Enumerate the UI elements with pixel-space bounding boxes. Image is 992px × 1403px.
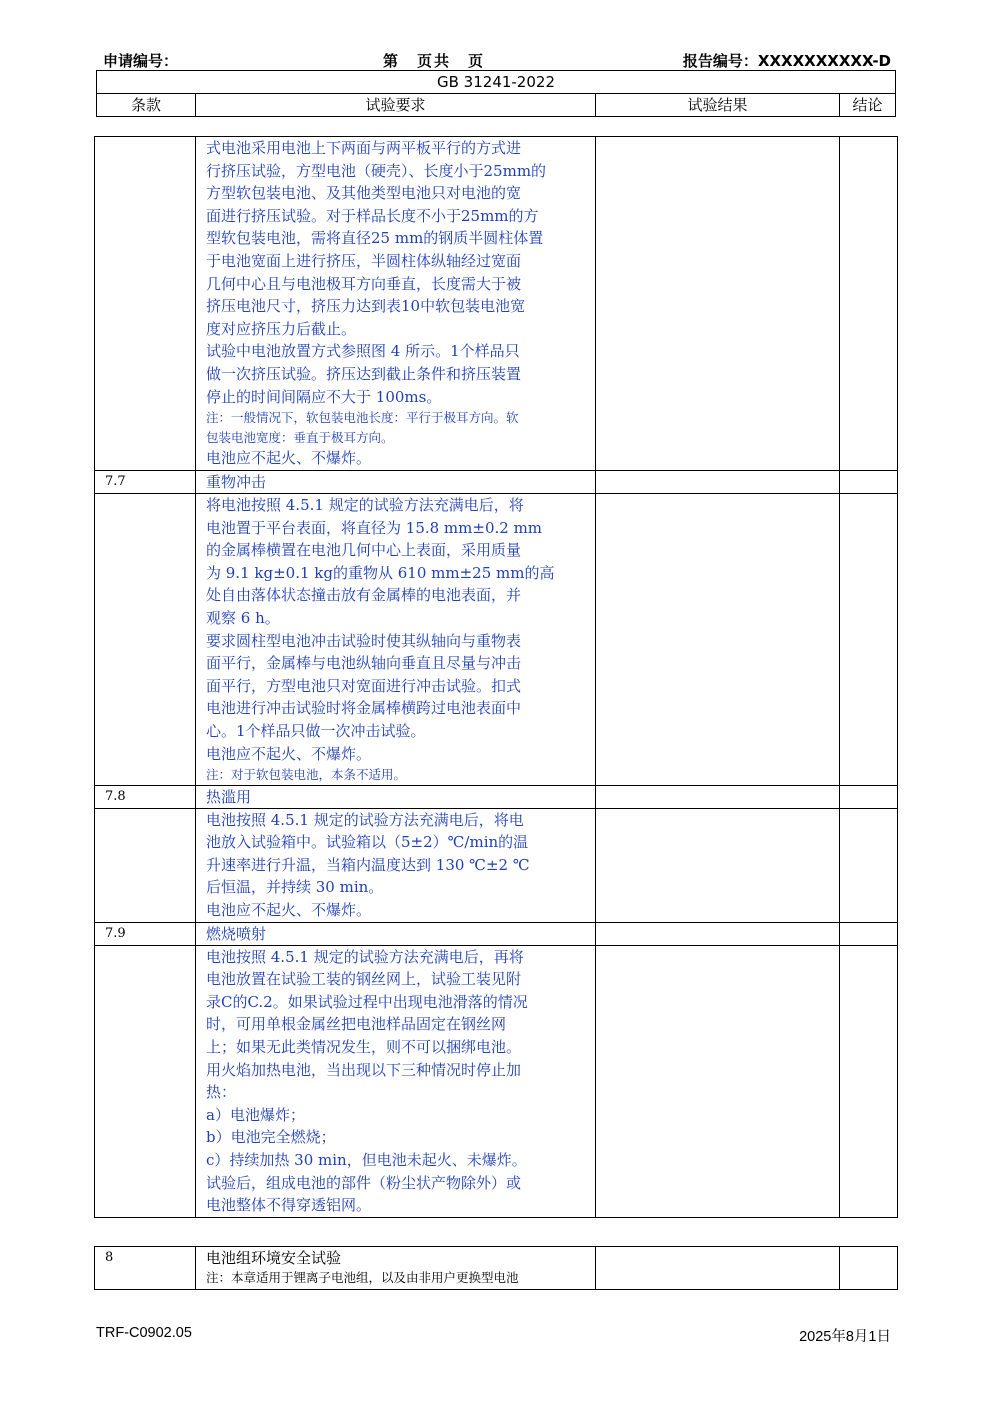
requirement-line: 停止的时间间隔应不大于 100ms。: [206, 387, 442, 406]
requirement-line: 挤压电池尺寸，挤压力达到表10中软包装电池宽: [206, 297, 526, 316]
requirement-line: 心。1个样品只做一次冲击试验。: [206, 721, 426, 740]
requirement-line: c）持续加热 30 min，但电池未起火、未爆炸。: [206, 1150, 527, 1169]
test-table-section-8: [94, 1246, 898, 1290]
result-cell[interactable]: [596, 137, 840, 471]
verdict-cell[interactable]: [840, 1247, 898, 1290]
header-table: [96, 70, 896, 117]
requirement-line: 做一次挤压试验。挤压达到截止条件和挤压装置: [206, 364, 522, 383]
requirement-line: 电池进行冲击试验时将金属棒横跨过电池表面中: [206, 699, 522, 718]
requirement-line: 面平行，方型电池只对宽面进行冲击试验。扣式: [206, 676, 522, 695]
verdict-cell[interactable]: [840, 471, 898, 494]
column-header-clause: 条款: [97, 94, 196, 117]
verdict-cell[interactable]: [840, 137, 898, 471]
requirement-cell: [196, 137, 596, 471]
requirement-line: 型软包装电池，需将直径25 mm的钢质半圆柱体置: [206, 229, 544, 248]
clause-cell: [95, 945, 196, 1217]
result-cell[interactable]: [596, 494, 840, 786]
requirement-line: 电池放置在试验工装的钢丝网上，试验工装见附: [206, 970, 522, 989]
clause-title: 燃烧喷射: [196, 922, 596, 945]
requirement-line: 几何中心且与电池极耳方向垂直，长度需大于被: [206, 274, 522, 293]
requirement-line: 电池按照 4.5.1 规定的试验方法充满电后，再将: [206, 947, 524, 966]
note-line: 包装电池宽度：垂直于极耳方向。: [206, 429, 394, 445]
requirement-line: 试验后，组成电池的部件（粉尘状产物除外）或: [206, 1173, 522, 1192]
requirement-line: 式电池采用电池上下两面与两平板平行的方式进: [206, 139, 522, 157]
requirement-line: 将电池按照 4.5.1 规定的试验方法充满电后，将: [206, 496, 524, 514]
clause-title: 重物冲击: [196, 471, 596, 494]
verdict-cell[interactable]: [840, 945, 898, 1217]
requirement-line: a）电池爆炸；: [206, 1105, 305, 1124]
requirement-line: 后恒温，并持续 30 min。: [206, 878, 384, 897]
requirement-line: 时，可用单根金属丝把电池样品固定在钢丝网: [206, 1015, 507, 1034]
requirement-line: 于电池宽面上进行挤压，半圆柱体纵轴经过宽面: [206, 251, 522, 270]
clause-cell: [95, 808, 196, 922]
column-header-result: 试验结果: [596, 94, 840, 117]
requirement-line: 要求圆柱型电池冲击试验时使其纵轴向与重物表: [206, 631, 522, 650]
table-row: [95, 922, 898, 945]
requirement-line: 处自由落体状态撞击放有金属棒的电池表面，并: [206, 586, 522, 605]
clause-number: 7.7: [95, 471, 196, 494]
clause-cell: [95, 494, 196, 786]
clause-number: 7.9: [95, 922, 196, 945]
requirement-line: 方型软包装电池、及其他类型电池只对电池的宽: [206, 184, 522, 203]
clause-cell: [95, 137, 196, 471]
column-header-requirement: 试验要求: [196, 94, 596, 117]
application-number-label: 申请编号：: [103, 52, 179, 70]
requirement-line: b）电池完全燃烧；: [206, 1128, 336, 1147]
result-cell[interactable]: [596, 1247, 840, 1290]
table-row: [95, 785, 898, 808]
requirement-line: 电池应不起火、不爆炸。: [206, 744, 372, 763]
note-line: 注：本章适用于锂离子电池组，以及由非用户更换型电池: [206, 1270, 519, 1285]
requirement-line: 行挤压试验，方型电池（硬壳）、长度小于25mm的: [206, 161, 547, 180]
report-number-label: 报告编号：XXXXXXXXXX-D: [682, 52, 891, 70]
table-row: [95, 808, 898, 922]
table-row: [95, 494, 898, 786]
table-row: [95, 471, 898, 494]
column-header-verdict: 结论: [840, 94, 896, 117]
page-counter: 第 页共 页: [383, 52, 486, 70]
form-number: TRF-C0902.05: [96, 1325, 192, 1341]
requirement-line: 试验中电池放置方式参照图 4 所示。1个样品只: [206, 342, 520, 361]
table-row: [95, 945, 898, 1217]
requirement-line: 电池整体不得穿透铝网。: [206, 1196, 372, 1215]
result-cell[interactable]: [596, 808, 840, 922]
requirement-line: 为 9.1 kg±0.1 kg的重物从 610 mm±25 mm的高: [206, 563, 555, 582]
result-cell[interactable]: [596, 922, 840, 945]
clause-title: 电池组环境安全试验: [206, 1249, 342, 1267]
requirement-line: 上；如果无此类情况发生，则不可以捆绑电池。: [206, 1037, 522, 1056]
requirement-line: 面平行，金属棒与电池纵轴向垂直且尽量与冲击: [206, 654, 522, 673]
requirement-line: 电池应不起火、不爆炸。: [206, 449, 372, 468]
requirement-line: 电池按照 4.5.1 规定的试验方法充满电后，将电: [206, 810, 524, 829]
requirement-line: 的金属棒横置在电池几何中心上表面，采用质量: [206, 541, 522, 560]
clause-title: 热滥用: [196, 785, 596, 808]
result-cell[interactable]: [596, 471, 840, 494]
requirement-cell: [196, 808, 596, 922]
requirement-line: 池放入试验箱中。试验箱以（5±2）℃/min的温: [206, 833, 529, 852]
requirement-line: 电池应不起火、不爆炸。: [206, 901, 372, 919]
requirement-cell: [196, 494, 596, 786]
form-date: 2025年8月1日: [799, 1329, 891, 1345]
verdict-cell[interactable]: [840, 922, 898, 945]
requirement-cell: [196, 1247, 596, 1290]
verdict-cell[interactable]: [840, 785, 898, 808]
note-line: 注：对于软包装电池，本条不适用。: [206, 767, 407, 783]
requirement-line: 电池置于平台表面，将直径为 15.8 mm±0.2 mm: [206, 518, 543, 537]
result-cell[interactable]: [596, 785, 840, 808]
requirement-line: 度对应挤压力后截止。: [206, 319, 357, 338]
clause-number: 7.8: [95, 785, 196, 808]
requirement-line: 面进行挤压试验。对于样品长度不小于25mm的方: [206, 206, 539, 225]
table-row: [95, 1247, 898, 1290]
requirement-line: 用火焰加热电池，当出现以下三种情况时停止加: [206, 1060, 522, 1079]
verdict-cell[interactable]: [840, 494, 898, 786]
test-table: [94, 136, 898, 1218]
requirement-line: 录C的C.2。如果试验过程中出现电池滑落的情况: [206, 992, 528, 1011]
table-row: [95, 137, 898, 471]
verdict-cell[interactable]: [840, 808, 898, 922]
requirement-line: 观察 6 h。: [206, 608, 280, 627]
requirement-line: 热：: [206, 1083, 237, 1102]
requirement-line: 升速率进行升温，当箱内温度达到 130 ℃±2 ℃: [206, 855, 530, 874]
requirement-cell: [196, 945, 596, 1217]
clause-number: 8: [95, 1247, 196, 1290]
result-cell[interactable]: [596, 945, 840, 1217]
standard-number: GB 31241-2022: [97, 71, 896, 94]
note-line: 注：一般情况下，软包装电池长度：平行于极耳方向。软: [206, 410, 519, 426]
